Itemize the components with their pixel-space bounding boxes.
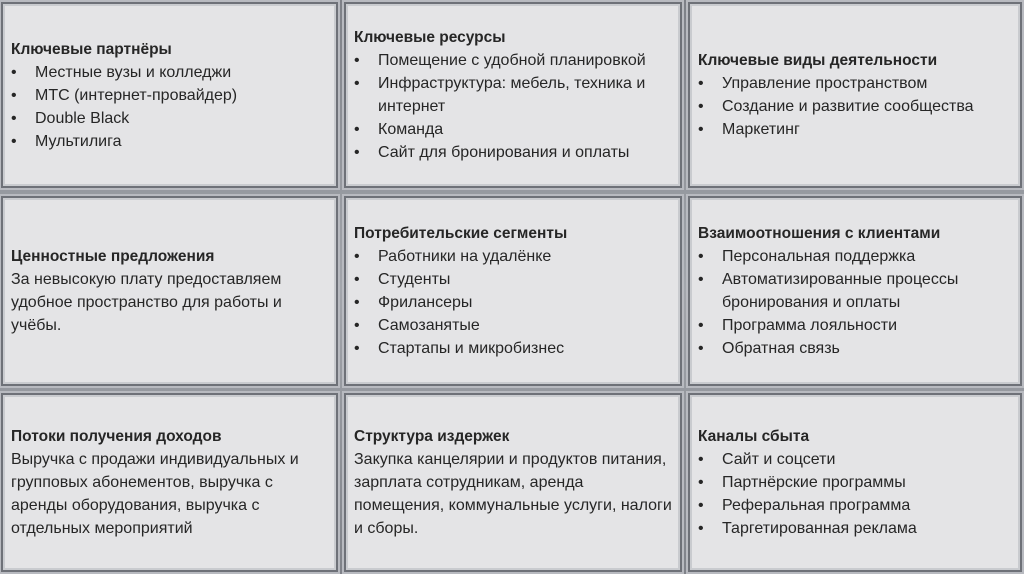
cost-structure-title: Структура издержек [354, 428, 510, 445]
list-item: • Таргетированная реклама [698, 517, 1012, 540]
customer-relationships-cell [688, 196, 1022, 386]
cost-structure-text: Закупка канцелярии и продуктов питания, зарплата сотрудникам, аренда помещения, коммунальные услуги, налоги и сборы. [354, 451, 672, 537]
key-partners-cell [1, 2, 338, 188]
customer-segments-title: Потребительские сегменты [354, 225, 568, 242]
list-item: • Double Black [11, 107, 328, 130]
channels-cell [688, 393, 1022, 572]
list-item: • Фрилансеры [354, 291, 672, 314]
list-item: • Местные вузы и колледжи [11, 61, 328, 84]
list-item: • Обратная связь [698, 337, 1012, 360]
list-item: • Помещение с удобной планировкой [354, 49, 672, 72]
customer-relationships-title: Взаимоотношения с клиентами [698, 225, 941, 242]
key-resources-title: Ключевые ресурсы [354, 29, 506, 46]
value-propositions-cell [1, 196, 338, 386]
list-item: • МТС (интернет-провайдер) [11, 84, 328, 107]
revenue-streams-title: Потоки получения доходов [11, 428, 222, 445]
key-partners-list [11, 61, 328, 153]
list-item: • Студенты [354, 268, 672, 291]
key-resources-cell [344, 2, 682, 188]
value-propositions-text: За невысокую плату предоставляем удобное пространство для работы и учёбы. [11, 271, 282, 334]
key-activities-title: Ключевые виды деятельности [698, 52, 938, 69]
list-item: • Маркетинг [698, 118, 1012, 141]
list-item: • Мультилига [11, 130, 328, 153]
list-item: • Сайт и соцсети [698, 448, 1012, 471]
key-activities-list [698, 72, 1012, 141]
customer-segments-cell [344, 196, 682, 386]
cost-structure-cell [344, 393, 682, 572]
value-propositions-title: Ценностные предложения [11, 248, 215, 265]
list-item: • Сайт для бронирования и оплаты [354, 141, 672, 164]
list-item: • Персональная поддержка [698, 245, 1012, 268]
list-item: • Команда [354, 118, 672, 141]
list-item: • Создание и развитие сообщества [698, 95, 1012, 118]
list-item: • Стартапы и микробизнес [354, 337, 672, 360]
list-item: • Партнёрские программы [698, 471, 1012, 494]
list-item: • Программа лояльности [698, 314, 1012, 337]
key-resources-list [354, 49, 672, 164]
revenue-streams-text: Выручка с продажи индивидуальных и групповых абонементов, выручка с аренды оборудования, выручка с отдельных мероприятий [11, 451, 299, 537]
list-item: • Работники на удалёнке [354, 245, 672, 268]
channels-list [698, 448, 1012, 540]
list-item: • Инфраструктура: мебель, техника и интернет [354, 72, 672, 118]
list-item: • Реферальная программа [698, 494, 1012, 517]
revenue-streams-cell [1, 393, 338, 572]
list-item: • Самозанятые [354, 314, 672, 337]
channels-title: Каналы сбыта [698, 428, 810, 445]
customer-relationships-list [698, 245, 1012, 360]
customer-segments-list [354, 245, 672, 360]
key-partners-title: Ключевые партнёры [11, 40, 172, 58]
key-activities-cell [688, 2, 1022, 188]
list-item: • Управление пространством [698, 72, 1012, 95]
list-item: • Автоматизированные процессы бронирования и оплаты [698, 268, 1012, 314]
